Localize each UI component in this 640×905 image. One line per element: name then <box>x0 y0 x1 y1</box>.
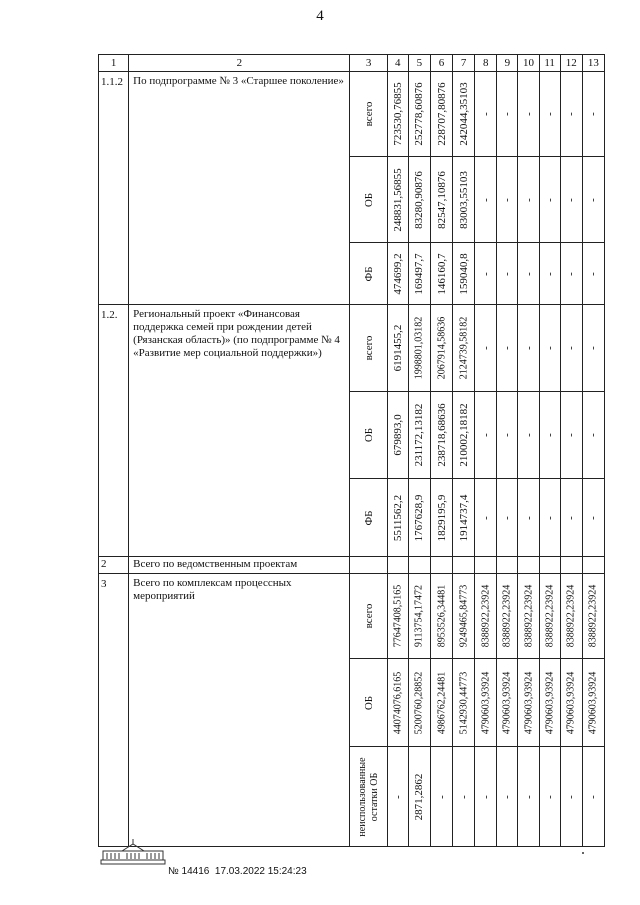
empty-cell <box>518 557 539 574</box>
value-text: - <box>391 794 404 799</box>
building-logo-icon <box>100 838 166 866</box>
value-text: - <box>501 346 514 350</box>
value-cell <box>582 243 604 305</box>
value-text: 252778,60876 <box>413 82 426 146</box>
funding-source-cell <box>350 157 387 243</box>
value-text: - <box>522 794 535 799</box>
funding-source-cell <box>350 659 387 747</box>
row-title: Региональный проект «Финансовая поддержка семей при рождении детей (Рязанская область)» (по подпрограмме № 4 «Развитие мер социальной поддержки») <box>129 305 350 557</box>
value-cell <box>539 157 560 243</box>
value-cell <box>582 574 604 659</box>
value-cell <box>408 479 430 557</box>
value-cell <box>453 392 475 479</box>
value-text: 4790603,93924 <box>523 671 534 734</box>
funding-source-label: всего <box>362 101 375 127</box>
value-text: 238718,68636 <box>435 403 448 467</box>
value-cell <box>539 305 560 392</box>
value-text: 723530,76855 <box>391 82 404 146</box>
value-text: 679893,0 <box>391 414 404 456</box>
value-text: 210002,18182 <box>457 403 470 467</box>
value-cell <box>408 659 430 747</box>
value-text: 228707,80876 <box>435 82 448 146</box>
value-text: - <box>543 197 556 202</box>
value-cell <box>518 659 539 747</box>
value-cell <box>453 574 475 659</box>
value-text: - <box>587 346 600 350</box>
value-text: 2871,2862 <box>413 773 426 820</box>
value-text: 1829195,9 <box>435 494 448 541</box>
value-text: - <box>522 112 535 116</box>
table-row <box>99 574 605 659</box>
row-title: Всего по ведомственным проектам <box>129 557 350 574</box>
registration-datetime: 17.03.2022 15:24:23 <box>214 866 307 877</box>
value-cell <box>497 747 518 847</box>
value-cell <box>453 305 475 392</box>
value-text: - <box>522 433 535 437</box>
value-cell <box>387 659 408 747</box>
budget-table <box>98 54 605 847</box>
value-text: - <box>587 271 600 276</box>
value-cell <box>539 479 560 557</box>
value-cell <box>582 659 604 747</box>
value-text: - <box>543 112 556 116</box>
value-cell <box>430 72 452 157</box>
empty-cell <box>350 557 387 574</box>
value-cell <box>539 659 560 747</box>
table-row <box>99 72 605 157</box>
document-number: № 14416 <box>168 866 210 877</box>
value-cell <box>475 747 497 847</box>
value-cell <box>518 392 539 479</box>
value-text: - <box>479 271 492 276</box>
value-cell <box>582 479 604 557</box>
value-text: 4790603,93924 <box>501 671 513 734</box>
value-text: 5200760,28852 <box>413 671 425 734</box>
value-cell <box>539 243 560 305</box>
funding-source-label: неиспользованные остатки ОБ <box>356 756 380 837</box>
value-cell <box>475 659 497 747</box>
value-text: 8388922,23924 <box>501 584 513 648</box>
value-cell <box>408 574 430 659</box>
value-text: - <box>543 794 556 799</box>
value-text: 248831,56855 <box>391 167 404 232</box>
value-text: - <box>479 433 492 437</box>
header-cell: 1 <box>99 55 129 72</box>
value-cell <box>408 72 430 157</box>
value-text: - <box>565 197 578 202</box>
value-text: - <box>522 515 535 520</box>
empty-cell <box>582 557 604 574</box>
value-cell <box>475 392 497 479</box>
value-text: 4986762,24481 <box>436 671 447 734</box>
row-title: По подпрограмме № 3 «Старшее поколение» <box>129 72 350 305</box>
value-text: - <box>479 794 492 799</box>
value-text: 5511562,2 <box>391 494 404 541</box>
value-text: 44074076,6165 <box>392 671 404 734</box>
empty-cell <box>430 557 452 574</box>
header-row <box>99 55 605 72</box>
funding-source-label: всего <box>362 603 375 629</box>
value-cell <box>453 72 475 157</box>
value-text: 5142930,44773 <box>458 671 470 734</box>
table-row <box>99 305 605 392</box>
value-text: - <box>501 515 514 520</box>
value-cell <box>497 659 518 747</box>
value-cell <box>387 305 408 392</box>
value-text: 146160,7 <box>435 252 448 295</box>
value-cell <box>560 305 582 392</box>
value-text: 4790603,93924 <box>587 671 599 734</box>
value-cell <box>560 479 582 557</box>
value-text: 8388922,23924 <box>565 584 577 648</box>
header-cell: 3 <box>350 55 387 72</box>
value-cell <box>408 157 430 243</box>
header-cell: 6 <box>430 55 452 72</box>
funding-source-cell <box>350 243 387 305</box>
funding-source-label: ФБ <box>362 265 375 282</box>
header-cell: 13 <box>582 55 604 72</box>
value-cell <box>582 157 604 243</box>
funding-source-label: ОБ <box>362 695 375 710</box>
empty-cell <box>539 557 560 574</box>
value-text: - <box>501 794 514 799</box>
value-text: - <box>479 515 492 520</box>
value-text: - <box>587 197 600 202</box>
value-cell <box>430 157 452 243</box>
funding-source-label: ОБ <box>362 427 375 443</box>
value-text: 4790603,93924 <box>480 671 492 734</box>
empty-cell <box>387 557 408 574</box>
value-cell <box>560 243 582 305</box>
value-cell <box>539 574 560 659</box>
value-cell <box>518 72 539 157</box>
table-row <box>99 557 605 574</box>
value-text: - <box>565 271 578 276</box>
value-text: - <box>479 112 492 116</box>
value-cell <box>408 305 430 392</box>
row-number: 1.1.2 <box>99 72 129 305</box>
value-text: 83280,90876 <box>413 170 426 229</box>
funding-source-label: ФБ <box>362 509 375 526</box>
value-text: 159040,8 <box>457 252 470 295</box>
value-cell <box>518 243 539 305</box>
value-cell <box>518 305 539 392</box>
value-cell <box>560 392 582 479</box>
header-cell: 10 <box>518 55 539 72</box>
header-cell: 4 <box>387 55 408 72</box>
value-text: - <box>479 197 492 202</box>
value-text: - <box>543 433 556 437</box>
funding-source-cell <box>350 747 387 847</box>
value-cell <box>497 72 518 157</box>
value-cell <box>497 157 518 243</box>
header-cell: 12 <box>560 55 582 72</box>
value-cell <box>582 747 604 847</box>
value-text: - <box>501 197 514 202</box>
value-cell <box>408 747 430 847</box>
value-text: 242044,35103 <box>457 82 470 146</box>
value-cell <box>539 72 560 157</box>
value-cell <box>430 392 452 479</box>
value-text: 169497,7 <box>413 252 426 295</box>
value-cell <box>560 72 582 157</box>
value-cell <box>430 574 452 659</box>
value-text: 474699,2 <box>391 252 404 295</box>
value-cell <box>430 659 452 747</box>
value-cell <box>387 243 408 305</box>
value-cell <box>475 574 497 659</box>
value-text: - <box>565 794 578 799</box>
value-text: 231172,13182 <box>413 403 426 467</box>
empty-cell <box>560 557 582 574</box>
value-text: - <box>479 346 492 350</box>
value-text: - <box>522 346 535 350</box>
value-cell <box>475 243 497 305</box>
header-cell: 9 <box>497 55 518 72</box>
row-number: 3 <box>99 574 129 847</box>
row-number: 1.2. <box>99 305 129 557</box>
value-text: 2067914,58636 <box>436 316 447 380</box>
value-cell <box>453 747 475 847</box>
row-title: Всего по комплексам процессных мероприятий <box>129 574 350 847</box>
value-cell <box>430 305 452 392</box>
value-cell <box>560 659 582 747</box>
value-text: 1998801,03182 <box>413 316 425 380</box>
value-cell <box>582 305 604 392</box>
value-cell <box>387 157 408 243</box>
header-cell: 8 <box>475 55 497 72</box>
header-cell: 11 <box>539 55 560 72</box>
registration-stamp <box>168 866 307 877</box>
empty-cell <box>475 557 497 574</box>
value-text: - <box>435 794 448 799</box>
funding-source-cell <box>350 574 387 659</box>
value-text: - <box>543 346 556 350</box>
value-text: 8388922,23924 <box>523 584 534 648</box>
value-cell <box>582 392 604 479</box>
value-cell <box>453 157 475 243</box>
header-cell: 5 <box>408 55 430 72</box>
value-text: 8388922,23924 <box>587 584 599 648</box>
value-cell <box>453 243 475 305</box>
value-text: - <box>565 112 578 116</box>
value-text: 83003,55103 <box>457 170 470 229</box>
value-text: 1914737,4 <box>457 494 470 541</box>
value-text: - <box>522 197 535 202</box>
value-text: 77647408,5165 <box>392 584 404 648</box>
value-cell <box>497 574 518 659</box>
value-text: - <box>501 433 514 437</box>
empty-cell <box>408 557 430 574</box>
value-text: - <box>501 112 514 116</box>
funding-source-cell <box>350 392 387 479</box>
value-cell <box>518 574 539 659</box>
value-text: 2124739,58182 <box>458 316 470 380</box>
value-cell <box>387 574 408 659</box>
funding-source-label: ОБ <box>362 192 375 207</box>
value-text: - <box>457 794 470 799</box>
funding-source-cell <box>350 72 387 157</box>
value-cell <box>582 72 604 157</box>
value-cell <box>475 72 497 157</box>
value-cell <box>430 479 452 557</box>
value-text: 8953526,34481 <box>436 584 447 648</box>
value-text: - <box>565 433 578 437</box>
value-cell <box>387 747 408 847</box>
value-text: 82547,10876 <box>435 170 448 229</box>
value-text: - <box>565 346 578 350</box>
value-cell <box>453 659 475 747</box>
value-cell <box>475 157 497 243</box>
header-cell: 7 <box>453 55 475 72</box>
scan-dot <box>582 852 584 854</box>
value-cell <box>408 243 430 305</box>
value-text: 9249465,84773 <box>458 584 470 648</box>
funding-source-cell <box>350 479 387 557</box>
value-text: 8388922,23924 <box>544 584 556 648</box>
footer <box>100 838 400 888</box>
value-cell <box>408 392 430 479</box>
value-cell <box>518 747 539 847</box>
value-text: - <box>587 433 600 437</box>
value-cell <box>387 479 408 557</box>
value-cell <box>453 479 475 557</box>
value-text: 1767628,9 <box>413 494 426 541</box>
value-text: - <box>501 271 514 276</box>
value-cell <box>430 747 452 847</box>
value-text: - <box>543 271 556 276</box>
value-cell <box>475 305 497 392</box>
empty-cell <box>497 557 518 574</box>
value-cell <box>387 392 408 479</box>
row-number: 2 <box>99 557 129 574</box>
value-cell <box>497 392 518 479</box>
value-text: 4790603,93924 <box>544 671 556 734</box>
value-cell <box>497 479 518 557</box>
value-cell <box>430 243 452 305</box>
value-text: - <box>587 515 600 520</box>
value-cell <box>387 72 408 157</box>
value-cell <box>475 479 497 557</box>
value-cell <box>560 574 582 659</box>
value-cell <box>539 747 560 847</box>
header-cell: 2 <box>129 55 350 72</box>
value-text: - <box>522 271 535 276</box>
value-cell <box>539 392 560 479</box>
funding-source-label: всего <box>362 335 375 361</box>
value-text: 6191455,2 <box>391 324 404 372</box>
value-text: - <box>543 515 556 520</box>
value-cell <box>518 157 539 243</box>
value-cell <box>560 747 582 847</box>
value-cell <box>497 243 518 305</box>
value-text: - <box>587 794 600 799</box>
value-cell <box>560 157 582 243</box>
value-text: 8388922,23924 <box>480 584 492 648</box>
page-number: 4 <box>316 8 324 24</box>
value-text: 4790603,93924 <box>565 671 577 734</box>
value-cell <box>518 479 539 557</box>
funding-source-cell <box>350 305 387 392</box>
value-text: 9113754,17472 <box>413 584 425 648</box>
value-text: - <box>565 515 578 520</box>
value-cell <box>497 305 518 392</box>
value-text: - <box>587 112 600 116</box>
empty-cell <box>453 557 475 574</box>
